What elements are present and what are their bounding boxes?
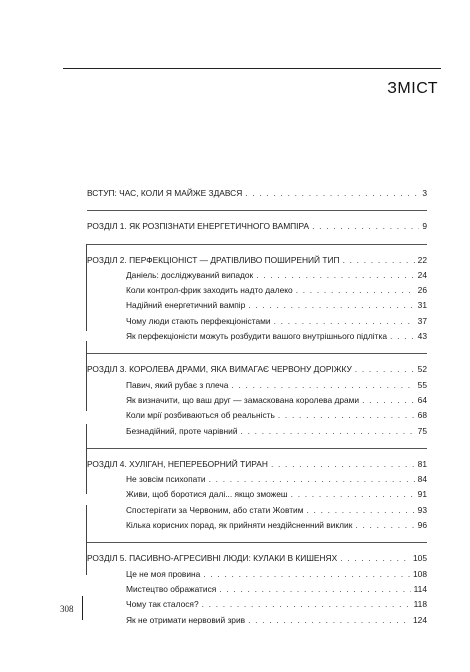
toc-entry-page: 3 [422,188,427,198]
section-vertical-rule [86,505,87,575]
toc-entry-page: 105 [413,553,427,564]
leader-dots [231,379,414,391]
section-divider [87,210,427,211]
toc-entry-page: 22 [417,254,427,265]
toc-entry-chapter-1[interactable] [87,220,427,235]
toc-entry-title: РОЗДІЛ 2. ПЕРФЕКЦІОНІСТ — ДРАТІВЛИВО ПОШИРЕНИЙ ТИП [87,254,340,265]
toc-subentry[interactable] [87,473,427,488]
toc-subentry[interactable] [87,315,427,330]
toc-entry-page: 9 [422,221,427,232]
toc-subentry[interactable] [87,394,427,409]
toc-subentry[interactable] [87,583,427,598]
toc-entry-title: Кілька корисних порад, як прийняти нездійсненний виклик [126,520,353,531]
leader-dots [245,187,419,199]
toc-entry-chapter-2[interactable] [87,254,427,269]
toc-entry-title: Це не моя провина [126,568,201,579]
toc-subentry[interactable] [87,269,427,284]
toc-entry-title: Павич, який рубає з плеча [126,379,229,390]
toc-entry-title: Безнадійний, проте чарівний [126,425,238,436]
section-divider [87,542,427,543]
toc-subentry[interactable] [87,299,427,314]
section-divider [87,244,427,245]
toc-entry-title: Даніель: досліджуваний випадок [126,269,254,280]
page-title: ЗМІСТ [387,80,438,97]
leader-dots [355,519,414,531]
leader-dots [291,488,415,500]
toc-entry-title: Як визначити, що ваш друг — замаскована королева драми [126,394,360,405]
toc-entry-title: Коли контрол-фрик заходить надто далеко [126,285,293,296]
toc-subentry[interactable] [87,409,427,424]
toc-entry-title: РОЗДІЛ 3. КОРОЛЕВА ДРАМИ, ЯКА ВИМАГАЄ ЧЕРВОНУ ДОРІЖКУ [87,364,352,375]
toc-subentry[interactable] [87,568,427,583]
table-of-contents [87,187,427,629]
toc-entry-page: 75 [417,425,427,436]
toc-entry-chapter-4[interactable] [87,458,427,473]
leader-dots [241,425,415,437]
leader-dots [307,504,415,516]
leader-dots [274,315,415,327]
leader-dots [256,269,414,281]
toc-entry-page: 55 [417,379,427,390]
toc-entry-page: 31 [417,300,427,311]
toc-entry-intro[interactable] [87,187,427,202]
leader-dots [312,220,419,232]
toc-entry-page: 93 [417,504,427,515]
toc-subentry[interactable] [87,598,427,613]
leader-dots [209,473,415,485]
toc-entry-title: Як перфекціоністи можуть розбудити вашого внутрішнього підлітка [126,331,388,342]
leader-dots [340,552,410,564]
section-vertical-rule [86,244,87,331]
toc-entry-title: Не зовсім психопати [126,474,206,485]
leader-dots [362,394,415,406]
top-rule [63,68,441,69]
toc-entry-page: 114 [413,583,427,594]
section-vertical-rule [86,424,87,494]
leader-dots [390,330,415,342]
toc-entry-page: 24 [417,269,427,280]
toc-subentry[interactable] [87,425,427,440]
toc-entry-page: 118 [413,599,427,610]
toc-entry-chapter-5[interactable] [87,552,427,567]
leader-dots [278,409,415,421]
toc-entry-page: 108 [413,568,427,579]
toc-entry-page: 43 [417,331,427,342]
toc-entry-page: 124 [413,614,427,625]
toc-entry-title: Як не отримати нервовий зрив [126,614,246,625]
section-vertical-rule [86,341,87,411]
page-number: 308 [60,604,74,614]
toc-entry-page: 52 [417,364,427,375]
toc-entry-title: Спостерігати за Червоним, або стати Жовтим [126,504,304,515]
toc-subentry[interactable] [87,284,427,299]
toc-entry-page: 84 [417,474,427,485]
toc-entry-page: 68 [417,410,427,421]
leader-dots [248,614,410,626]
section-divider [87,353,427,354]
toc-entry-page: 81 [417,458,427,469]
toc-entry-page: 91 [417,489,427,500]
toc-subentry[interactable] [87,488,427,503]
toc-entry-title: Живи, щоб боротися далі... якщо зможеш [126,489,288,500]
toc-entry-page: 96 [417,520,427,531]
toc-entry-title: Коли мрії розбиваються об реальність [126,410,275,421]
toc-entry-title: РОЗДІЛ 1. ЯК РОЗПІЗНАТИ ЕНЕРГЕТИЧНОГО ВАМПІРА [87,221,310,232]
leader-dots [296,284,415,296]
toc-entry-title: ВСТУП: ЧАС, КОЛИ Я МАЙЖЕ ЗДАВСЯ [87,188,243,198]
leader-dots [271,458,415,470]
toc-subentry[interactable] [87,379,427,394]
leader-dots [202,598,411,610]
toc-entry-title: Чому так сталося? [126,599,199,610]
toc-entry-title: РОЗДІЛ 5. ПАСИВНО-АГРЕСИВНІ ЛЮДИ: КУЛАКИ В КИШЕНЯХ [87,553,338,564]
toc-subentry[interactable] [87,614,427,629]
toc-entry-title: Надійний енергетичний вампір [126,300,246,311]
toc-subentry[interactable] [87,519,427,534]
toc-entry-page: 37 [417,315,427,326]
leader-dots [219,583,410,595]
footer-rule [82,596,83,620]
toc-entry-page: 64 [417,394,427,405]
toc-entry-page: 26 [417,285,427,296]
toc-entry-title: Чому люди стають перфекціоністами [126,315,271,326]
section-divider [87,448,427,449]
toc-entry-title: РОЗДІЛ 4. ХУЛІГАН, НЕПЕРЕБОРНИЙ ТИРАН [87,458,268,469]
leader-dots [343,254,415,266]
toc-subentry[interactable] [87,330,427,345]
toc-entry-title: Мистецтво ображатися [126,583,217,594]
leader-dots [203,568,410,580]
toc-subentry[interactable] [87,504,427,519]
leader-dots [355,363,415,375]
toc-entry-chapter-3[interactable] [87,363,427,378]
leader-dots [248,299,414,311]
